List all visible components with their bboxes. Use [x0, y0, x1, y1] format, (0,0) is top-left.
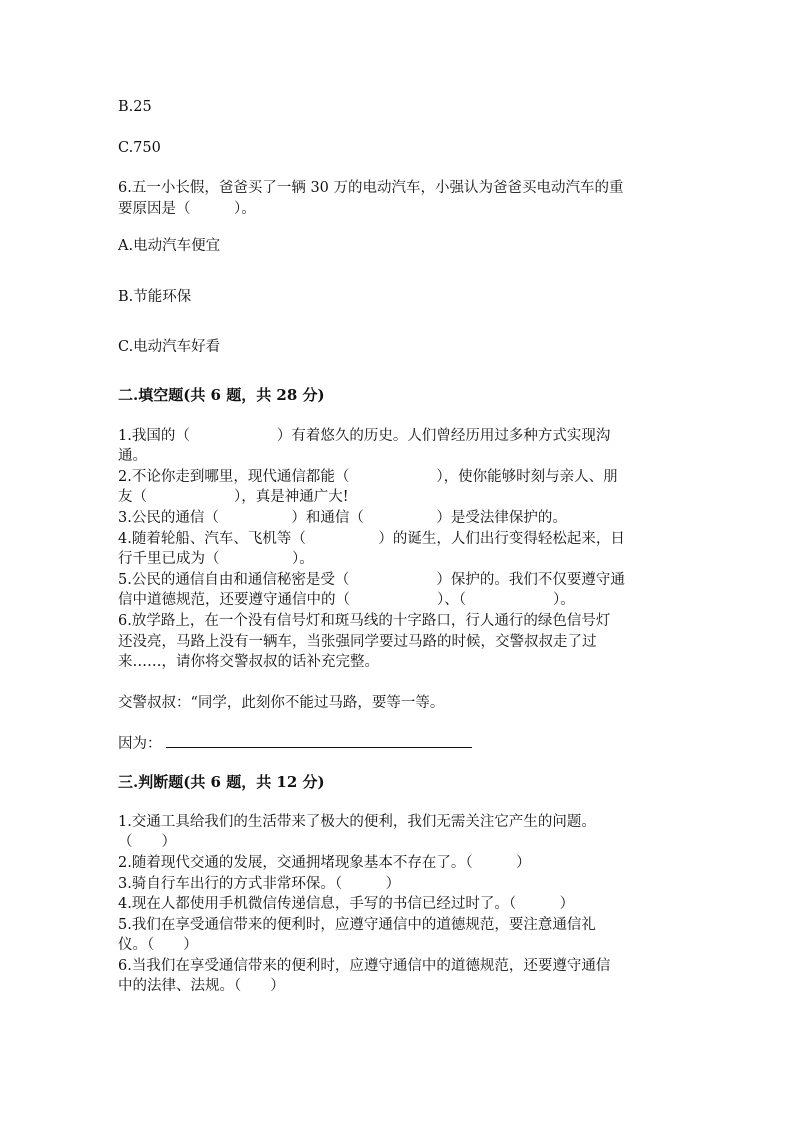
- because-label: 因为：: [118, 736, 162, 752]
- q6-option-a: A.电动汽车便宜: [118, 238, 221, 254]
- s3-line: 5.我们在享受通信带来的便利时，应遵守通信中的道德规范，要注意通信礼: [118, 917, 596, 933]
- s3-line: 6.当我们在享受通信带来的便利时，应遵守通信中的道德规范，还要遵守通信: [118, 958, 611, 974]
- s3-line: 4.现在人都使用手机微信传递信息，手写的书信已经过时了。（ ）: [118, 896, 575, 912]
- section3-title: 三.判断题(共 6 题，共 12 分): [118, 773, 325, 791]
- s2-line: 3.公民的通信（ ）和通信（ ）是受法律保护的。: [118, 510, 567, 526]
- option-c-prev: C.750: [118, 140, 161, 156]
- q6-option-c: C.电动汽车好看: [118, 339, 221, 355]
- s2-line: 通。: [118, 448, 147, 464]
- s2-line: 4.随着轮船、汽车、飞机等（ ）的诞生，人们出行变得轻松起来，日: [118, 531, 625, 547]
- s3-line: 2.随着现代交通的发展，交通拥堵现象基本不存在了。（ ）: [118, 855, 531, 871]
- s2-line: 行千里已成为（ ）。: [118, 551, 314, 567]
- q6-text-line2: 要原因是（ ）。: [118, 201, 256, 217]
- s2-line: 来……，请你将交警叔叔的话补充完整。: [118, 654, 379, 670]
- s2-line: 5.公民的通信自由和通信秘密是受（ ）保护的。我们不仅要遵守通: [118, 572, 625, 588]
- s2-line: 1.我国的（ ）有着悠久的历史。人们曾经历用过多种方式实现沟: [118, 428, 611, 444]
- option-b-prev: B.25: [118, 99, 152, 115]
- s3-line: （ ）: [118, 834, 176, 850]
- s2-line: 信中道德规范，还要遵守通信中的（ ）、（ ）。: [118, 592, 575, 608]
- q6-option-b: B.节能环保: [118, 289, 192, 305]
- s2-line: 友（ ），真是神通广大!: [118, 489, 349, 505]
- s3-line: 仪。（ ）: [118, 937, 198, 953]
- police-quote: 交警叔叔：“同学，此刻你不能过马路，要等一等。: [118, 695, 445, 711]
- q6-text-line1: 6.五一小长假，爸爸买了一辆 30 万的电动汽车，小强认为爸爸买电动汽车的重: [118, 180, 624, 196]
- s3-line: 1.交通工具给我们的生活带来了极大的便利，我们无需关注它产生的问题。: [118, 814, 596, 830]
- s2-line: 2.不论你走到哪里，现代通信都能（ ），使你能够时刻与亲人、朋: [118, 469, 618, 485]
- answer-blank-line: [166, 733, 472, 748]
- s2-line: 6.放学路上，在一个没有信号灯和斑马线的十字路口，行人通行的绿色信号灯: [118, 613, 611, 629]
- s3-line: 中的法律、法规。（ ）: [118, 978, 285, 994]
- s3-line: 3.骑自行车出行的方式非常环保。（ ）: [118, 876, 401, 892]
- section2-title: 二.填空题(共 6 题，共 28 分): [118, 386, 325, 404]
- because-row: [118, 733, 472, 754]
- s2-line: 还没亮，马路上没有一辆车，当张强同学要过马路的时候，交警叔叔走了过: [118, 634, 597, 650]
